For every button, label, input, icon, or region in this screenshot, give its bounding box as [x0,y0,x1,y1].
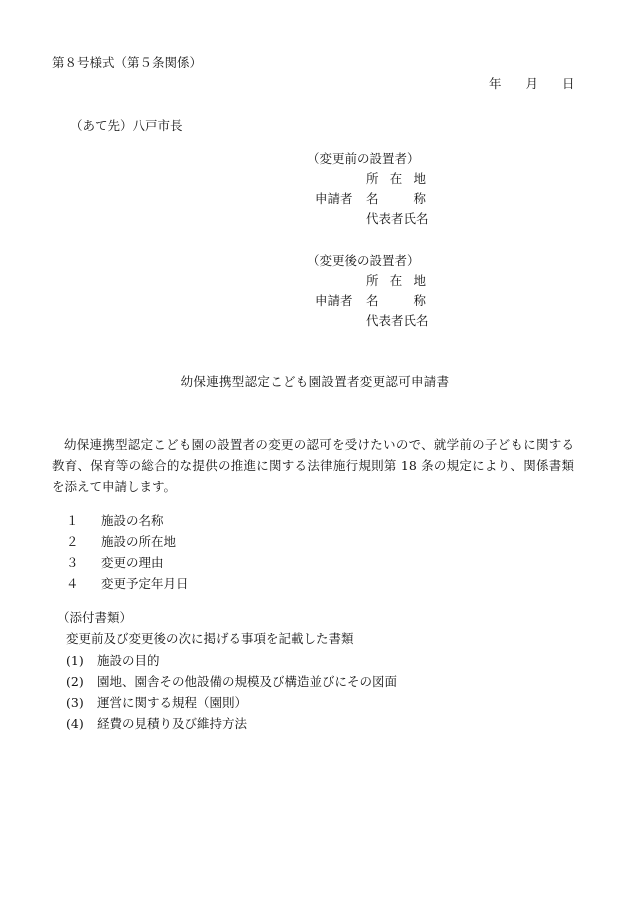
name-char: 名 [366,191,379,206]
representative-field-label: 代表者氏名 [366,211,429,226]
list-item [66,655,397,676]
application-items-list [66,515,189,599]
list-item [66,718,397,739]
list-item [66,536,189,557]
attachment-text: 園地、園舎その他設備の規模及び構造並びにその図面 [97,674,398,689]
date-month: 月 [525,76,539,91]
attachments-heading: （添付書類） [57,610,133,625]
applicant-before-label: （変更前の設置者） [307,151,420,166]
item-text: 施設の所在地 [101,534,177,549]
attachment-text: 経費の見積り及び維持方法 [97,716,248,731]
applicant-after-label: （変更後の設置者） [307,253,420,268]
address-char: 在 [389,273,403,288]
address-field-label [366,173,426,186]
address-char: 地 [413,273,426,288]
attachment-number: (2) [66,674,84,689]
item-text: 施設の名称 [101,513,164,528]
applicant-role: 申請者 [315,293,353,308]
item-number: ２ [66,534,79,549]
item-number: ４ [66,576,79,591]
addressee: （あて先）八戸市長 [70,118,183,133]
list-item [66,557,189,578]
applicant-role: 申請者 [315,191,353,206]
item-number: １ [66,513,79,528]
address-char: 在 [389,171,403,186]
list-item [66,676,397,697]
list-item [66,515,189,536]
address-field-label [366,275,426,288]
name-field-label [366,295,426,308]
name-char: 称 [413,293,426,308]
date-year: 年 [489,76,502,91]
name-char: 名 [366,293,379,308]
item-number: ３ [66,555,79,570]
attachments-list [66,655,397,739]
date-line [489,78,575,91]
attachments-lead: 変更前及び変更後の次に掲げる事項を記載した書類 [66,631,354,646]
attachment-number: (1) [66,653,84,668]
address-char: 地 [413,171,426,186]
representative-field-label: 代表者氏名 [366,313,429,328]
list-item [66,578,189,599]
address-char: 所 [366,171,379,186]
name-field-label [366,193,426,206]
list-item [66,697,397,718]
attachment-text: 運営に関する規程（園則） [97,695,248,710]
address-char: 所 [366,273,379,288]
attachment-number: (4) [66,716,84,731]
form-number: 第８号様式（第５条関係） [52,55,203,70]
attachment-number: (3) [66,695,84,710]
item-text: 変更の理由 [101,555,164,570]
item-text: 変更予定年月日 [101,576,189,591]
date-day: 日 [562,76,575,91]
name-char: 称 [413,191,426,206]
attachment-text: 施設の目的 [97,653,160,668]
application-body-text: 幼保連携型認定こども園の設置者の変更の認可を受けたいので、就学前の子どもに関する教育、保育等の総合的な提供の推進に関する法律施行規則第 18 条の規定により、関係書類を添えて申請します。 [52,437,574,494]
document-title: 幼保連携型認定こども園設置者変更認可申請書 [180,374,450,389]
